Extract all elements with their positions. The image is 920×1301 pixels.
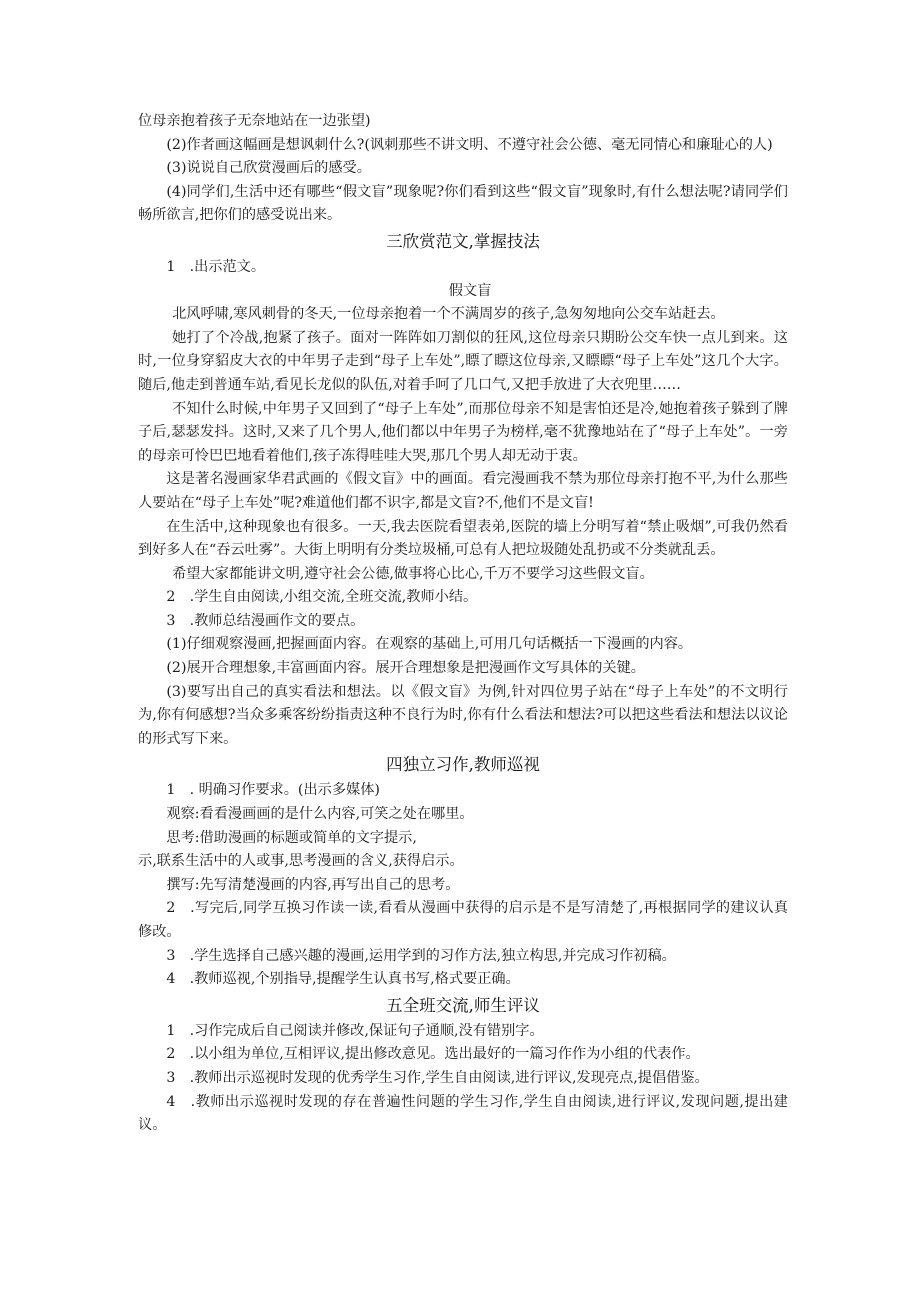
essay-paragraph: 在生活中,这种现象也有很多。一天,我去医院看望表弟,医院的墙上分明写着“禁止吸烟”,可我仍然看到好多人在“吞云吐雾”。大街上明明有分类垃圾桶,可总有人把垃圾随处乱扔或不分类就乱丢。 — [138, 518, 788, 559]
essay-paragraph: 这是著名漫画家华君武画的《假文盲》中的画面。看完漫画我不禁为那位母亲打抱不平,为什么那些人要站在“母子上车处”呢?难道他们都不识字,都是文盲?不,他们不是文盲! — [138, 471, 788, 511]
essay-paragraph: 她打了个冷战,抱紧了孩子。面对一阵阵如刀割似的狂风,这位母亲只期盼公交车快一点儿到来。这时,一位身穿貂皮大衣的中年男子走到“母子上车处”,瞟了瞟这位母亲,又瞟瞟“母子上车处”这几个大字。随后,他走到普通车站,看见长龙似的队伍,对着手呵了几口气,又把手放进了大衣兜里…… — [138, 329, 788, 393]
section-heading: 五全班交流,师生评议 — [386, 995, 540, 1015]
section-heading: 四独立习作,教师巡视 — [386, 755, 540, 775]
paragraph: (1)仔细观察漫画,把握画面内容。在观察的基础上,可用几句话概括一下漫画的内容。 — [166, 636, 693, 653]
paragraph: 思考:借助漫画的标题或简单的文字提示, — [166, 829, 417, 846]
essay-paragraph: 北风呼啸,寒风刺骨的冬天,一位母亲抱着一个不满周岁的孩子,急匆匆地向公交车站赶去。 — [172, 306, 725, 323]
document-page — [138, 110, 788, 1138]
list-item: 3 .教师总结漫画作文的要点。 — [166, 612, 365, 629]
paragraph: (2)展开合理想象,丰富画面内容。展开合理想象是把漫画作文写具体的关键。 — [166, 660, 645, 677]
list-item: 3 .教师出示巡视时发现的优秀学生习作,学生自由阅读,进行评议,发现亮点,提倡借鉴。 — [166, 1069, 709, 1086]
list-item: 4 .教师巡视,个别指导,提醒学生认真书写,格式要正确。 — [166, 971, 520, 988]
list-item: 4 .教师出示巡视时发现的存在普遍性问题的学生习作,学生自由阅读,进行评议,发现问题,提出建议。 — [138, 1093, 788, 1134]
essay-paragraph: 不知什么时候,中年男子又回到了“母子上车处”,而那位母亲不知是害怕还是冷,她抱着孩子躲到了牌子后,瑟瑟发抖。这时,又来了几个男人,他们都以中年男子为榜样,毫不犹豫地站在了“母子上车处”。一旁的母亲可怜巴巴地看着他们,孩子冻得哇哇大哭,那几个男人却无动于衷。 — [138, 400, 788, 464]
paragraph: 位母亲抱着孩子无奈地站在一边张望) — [138, 113, 371, 129]
list-item: 2 .学生自由阅读,小组交流,全班交流,教师小结。 — [166, 589, 478, 606]
paragraph: (3)要写出自己的真实看法和想法。以《假文盲》为例,针对四位男子站在“母子上车处”的不文明行为,你有何感想?当众多乘客纷纷指责这种不良行为时,你有什么看法和想法?可以把这些看法和想法以议论的形式写下来。 — [138, 683, 788, 747]
list-item: 2 .写完后,同学互换习作读一读,看看从漫画中获得的启示是不是写清楚了,再根据同学的建议认真修改。 — [138, 900, 788, 940]
essay-paragraph: 希望大家都能讲文明,遵守社会公德,做事将心比心,千万不要学习这些假文盲。 — [172, 565, 654, 582]
paragraph: (4)同学们,生活中还有哪些“假文盲”现象呢?你们看到这些“假文盲”现象时,有什么想法呢?请同学们畅所欲言,把你们的感受说出来。 — [138, 183, 788, 224]
paragraph: (3)说说自己欣赏漫画后的感受。 — [166, 160, 371, 177]
list-item: 2 .以小组为单位,互相评议,提出修改意见。选出最好的一篇习作作为小组的代表作。 — [166, 1046, 700, 1063]
list-item: 3 .学生选择自己感兴趣的漫画,运用学到的习作方法,独立构思,并完成习作初稿。 — [166, 947, 676, 964]
paragraph: 撰写:先写清楚漫画的内容,再写出自己的思考。 — [166, 876, 460, 893]
paragraph: 观察:看看漫画画的是什么内容,可笑之处在哪里。 — [166, 806, 474, 823]
list-item: 1 .出示范文。 — [166, 258, 266, 275]
section-heading: 三欣赏范文,掌握技法 — [386, 231, 540, 251]
paragraph: (2)作者画这幅画是想讽刺什么?(讽刺那些不讲文明、不遵守社会公德、毫无同情心和廉耻心的人) — [166, 136, 773, 153]
list-item: 1 .习作完成后自己阅读并修改,保证句子通顺,没有错别字。 — [166, 1022, 544, 1039]
essay-title: 假文盲 — [448, 282, 492, 299]
list-item: 1 . 明确习作要求。(出示多媒体) — [166, 782, 380, 799]
paragraph: 示,联系生活中的人或事,思考漫画的含义,获得启示。 — [138, 853, 464, 870]
